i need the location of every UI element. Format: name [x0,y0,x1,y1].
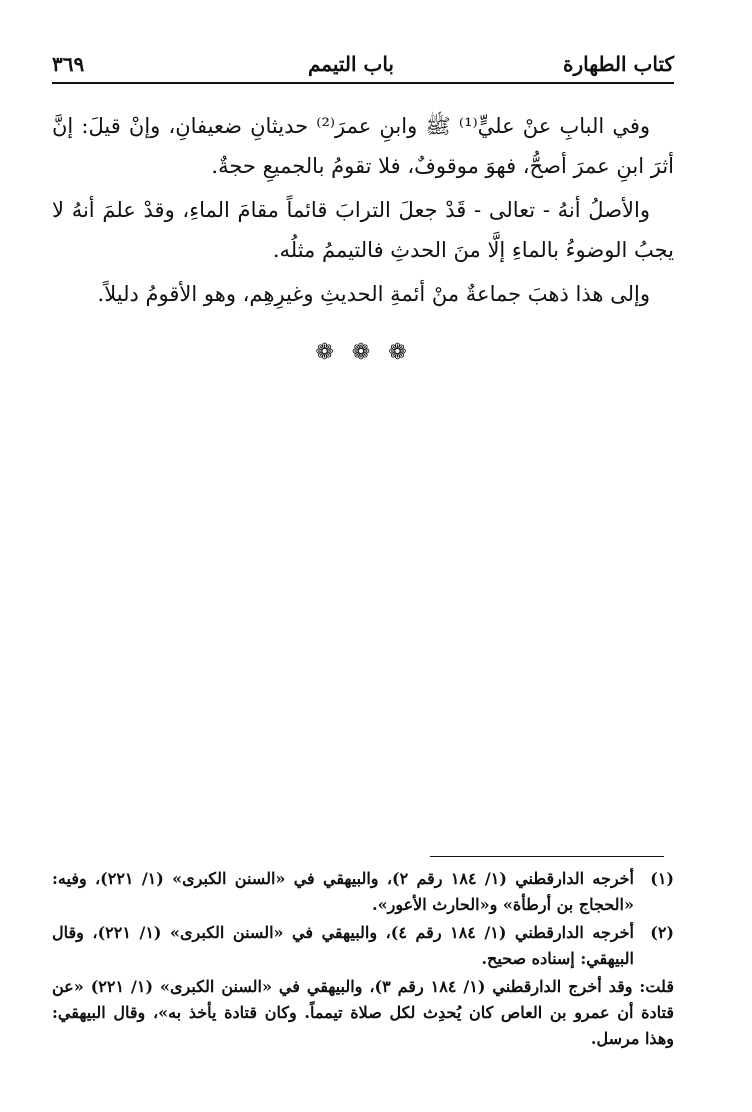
footnote-text: أخرجه الدارقطني (١/ ١٨٤ رقم ٤)، والبيهقي في «السنن الكبرى» (١/ ٢٢١)، وقال البيهقي: إسناده صحيح. [52,923,634,968]
footnotes [52,866,674,1052]
footnote-rule [430,856,664,857]
main-text [52,106,674,318]
section-separator: ❁❁❁ [315,340,425,365]
paragraph: وفي البابِ عنْ عليٍّ⁽¹⁾ ﷺ وابنِ عمرَ⁽²⁾ حديثانِ ضعيفانِ، وإنْ قيلَ: إنَّ أثرَ ابنِ عمرَ أصحُّ، فهوَ موقوفٌ، فلا تقومُ بالجميعِ حجةٌ. [52,114,674,178]
footnote-number: (٢) [650,923,674,942]
page-number: ٣٦٩ [52,52,85,76]
footnote [52,920,674,972]
footnote-number: (١) [650,869,674,888]
footnote-commentary: قلت: وقد أخرج الدارقطني (١/ ١٨٤ رقم ٣)، والبيهقي في «السنن الكبرى» (١/ ٢٢١) «عن قتادة أن عمرو بن العاص كان يُحدِث لكل صلاة تيمماً. وكان قتادة يأخذ به»، وقال البيهقي: وهذا مرسل. [52,977,674,1048]
header-rule [52,82,674,84]
paragraph: وإلى هذا ذهبَ جماعةٌ منْ أئمةِ الحديثِ وغيرِهِم، وهو الأقومُ دليلاً. [97,282,650,306]
chapter-title: باب التيمم [307,52,394,76]
running-header [52,48,674,82]
footnote-text: أخرجه الدارقطني (١/ ١٨٤ رقم ٢)، والبيهقي في «السنن الكبرى» (١/ ٢٢١)، وفيه: «الحجاج بن أرطأة» و«الحارث الأعور». [52,869,634,914]
book-title: كتاب الطهارة [563,52,674,76]
footnote [52,866,674,918]
paragraph: والأصلُ أنهُ - تعالى - قَدْ جعلَ الترابَ قائماً مقامَ الماءِ، وقدْ علمَ أنهُ لا يجبُ الوضوءُ بالماءِ إلَّا منَ الحدثِ فالتيممُ مثلُه. [52,198,674,262]
